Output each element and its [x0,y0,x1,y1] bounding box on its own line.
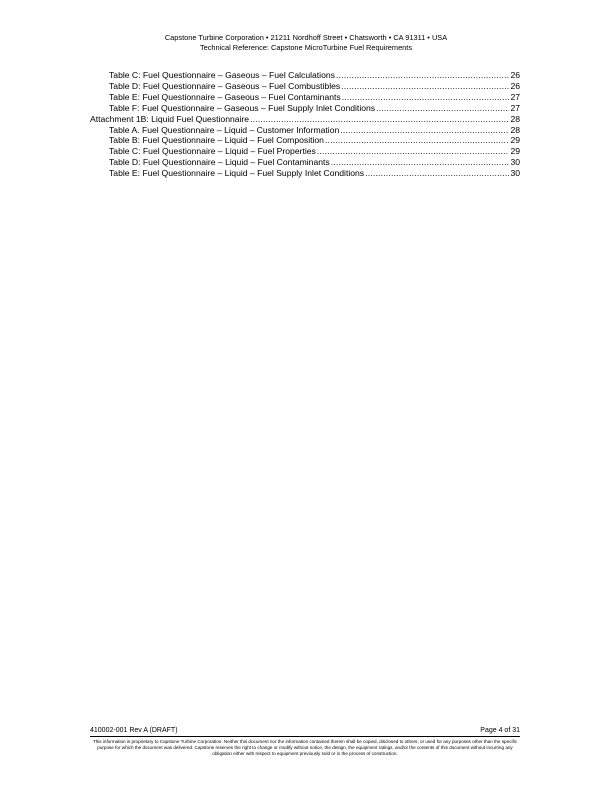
toc-dot-leader [325,135,509,146]
toc-entry-title: Table D: Fuel Questionnaire – Liquid – Fuel Contaminants [109,157,330,168]
toc-entry[interactable] [90,114,520,125]
toc-entry-title: Table E: Fuel Questionnaire – Gaseous – Fuel Contaminants [109,91,341,102]
document-id: 410002-001 Rev A (DRAFT) [90,727,178,734]
toc-entry-title: Attachment 1B: Liquid Fuel Questionnaire [90,113,250,124]
toc-entry-page: 29 [510,135,520,146]
toc-entry-title: Table C: Fuel Questionnaire – Gaseous – Fuel Calculations [109,70,335,80]
toc-dot-leader [376,103,509,114]
toc-entry-title: Table A. Fuel Questionnaire – Liquid – Customer Information [109,124,340,135]
toc-entry[interactable] [90,92,520,103]
footer-line [90,726,520,737]
toc-dot-leader [336,70,509,81]
toc-entry-title: Table C: Fuel Questionnaire – Liquid – Fuel Properties [109,146,316,157]
header-document-title: Technical Reference: Capstone MicroTurbine Fuel Requirements [199,43,413,52]
toc-entry-page: 28 [510,124,520,135]
toc-entry-page: 30 [510,168,520,179]
toc-entry[interactable] [90,81,520,92]
toc-dot-leader [331,157,510,168]
toc-entry-page: 27 [510,102,520,113]
toc-entry[interactable] [90,146,520,157]
toc-entry-page: 30 [510,157,520,168]
toc-entry[interactable] [90,135,520,146]
toc-entry-page: 29 [510,146,520,157]
toc-entry[interactable] [90,125,520,136]
toc-entry[interactable] [90,168,520,179]
page-footer [90,726,520,757]
header-company-line: Capstone Turbine Corporation • 21211 Nordhoff Street • Chatsworth • CA 91311 • USA [164,33,448,42]
toc-dot-leader [341,81,509,92]
toc-entry-page: 27 [510,91,520,102]
toc-dot-leader [250,114,509,125]
toc-dot-leader [342,92,510,103]
toc-entry[interactable] [90,70,520,81]
toc-dot-leader [365,168,509,179]
toc-dot-leader [317,146,510,157]
toc-entry[interactable] [90,103,520,114]
toc-entry-page: 28 [510,113,520,124]
toc-entry-page: 26 [510,80,520,91]
page-header [0,33,612,53]
toc-entry[interactable] [90,157,520,168]
toc-entry-title: Table D: Fuel Questionnaire – Gaseous – Fuel Combustibles [109,80,341,91]
toc-dot-leader [340,125,509,136]
proprietary-notice: This information is proprietary to Capstone Turbine Corporation. Neither this document nor the information contained therein shall be copied, disclosed to others, or used for any purposes other than the specific purpose for which the document was delivered. Capstone reserves the right to change or modify without notice, the design, the equipment ratings, and/or the contents of this document without incurring any obligation either with respect to equipment previously sold or in the process of construction. [92,739,518,756]
toc-entry-title: Table F: Fuel Questionnaire – Gaseous – Fuel Supply Inlet Conditions [109,102,376,113]
page-number: Page 4 of 31 [480,727,520,734]
toc-entry-title: Table B: Fuel Questionnaire – Liquid – Fuel Composition [109,135,324,146]
toc-entry-page: 26 [510,70,520,80]
table-of-contents [90,70,520,179]
toc-entry-title: Table E: Fuel Questionnaire – Liquid – Fuel Supply Inlet Conditions [109,168,365,179]
